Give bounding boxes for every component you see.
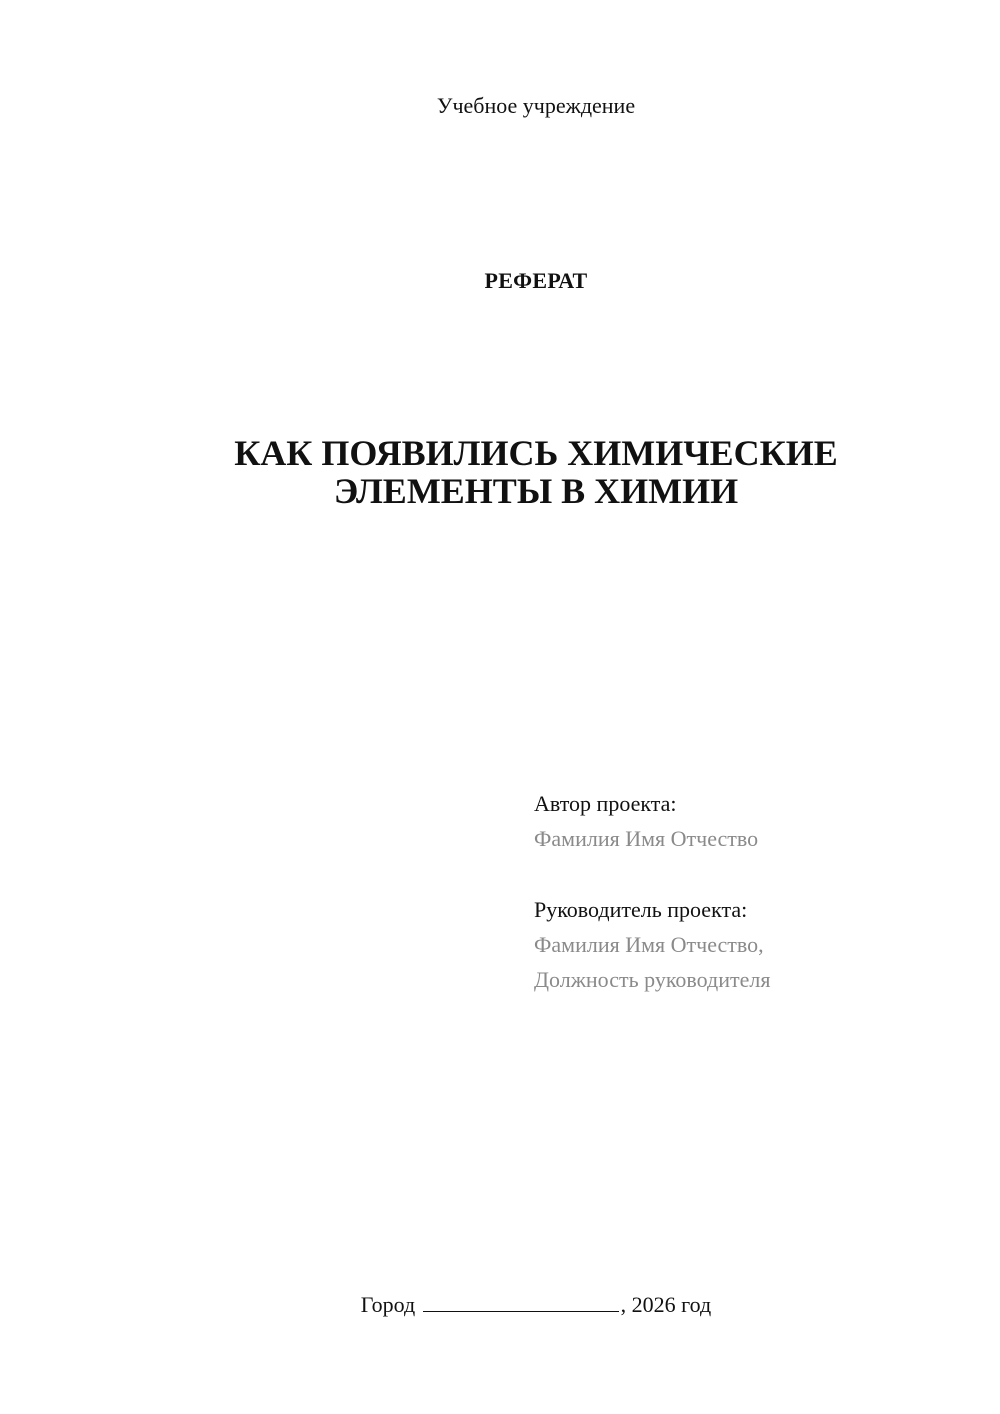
supervisor-position: Должность руководителя (534, 967, 771, 992)
document-title-line-2: ЭЛЕМЕНТЫ В ХИМИИ (333, 471, 739, 511)
supervisor-label: Руководитель проекта: (534, 897, 748, 922)
institution-name: Учебное учреждение (436, 93, 636, 118)
city-blank-line (423, 1291, 619, 1312)
city-year-line (0, 1290, 1000, 1320)
year-text: , 2026 год (620, 1292, 712, 1317)
author-label: Автор проекта: (534, 791, 677, 816)
author-name: Фамилия Имя Отчество (534, 826, 759, 851)
credits-spacer (534, 856, 974, 892)
supervisor-name: Фамилия Имя Отчество, (534, 932, 764, 957)
credits-block (534, 786, 974, 997)
document-title-line-1: КАК ПОЯВИЛИСЬ ХИМИЧЕСКИЕ (234, 433, 838, 473)
document-title (180, 434, 892, 510)
city-label: Город (360, 1292, 416, 1317)
document-type: РЕФЕРАТ (484, 268, 588, 293)
